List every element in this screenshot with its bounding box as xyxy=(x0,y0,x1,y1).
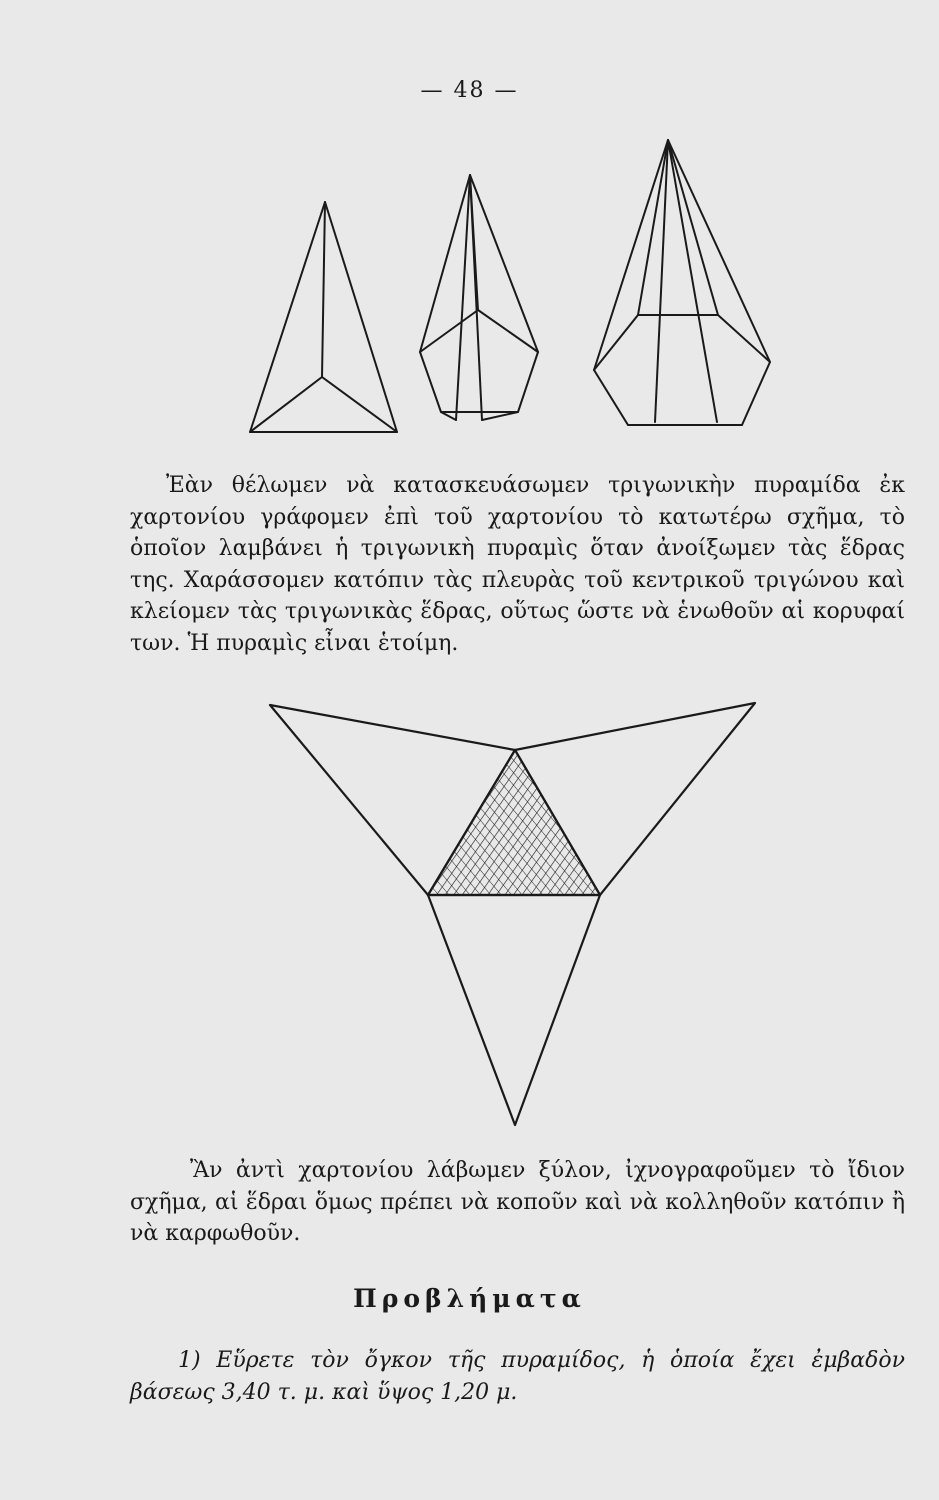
section-heading: Προβλήματα xyxy=(353,1284,586,1313)
paragraph-construction: Ἐὰν θέλωμεν νὰ κατασκευάσωμεν τριγωνικὴν πυραμίδα ἐκ χαρτονίου γράφομεν ἐπὶ τοῦ χαρτονίου τὸ κατωτέρω σχῆμα, τὸ ὁποῖον λαμβάνει ἡ τριγωνικὴ πυραμὶς ὅταν ἀνοίξωμεν τὰς ἕδρας της. Χαράσσομεν κατόπιν τὰς πλευρὰς τοῦ κεντρικοῦ τριγώνου καὶ κλείομεν τὰς τριγωνικὰς ἕδρας, οὕτως ὥστε νὰ ἑνωθοῦν αἱ κορυφαί των. Ἡ πυραμὶς εἶναι ἑτοίμη. xyxy=(130,473,905,656)
hexagonal-pyramid xyxy=(594,140,770,425)
problem-1: 1) Εὕρετε τὸν ὄγκον τῆς πυραμίδος, ἡ ὁποία ἔχει ἐμβαδὸν βάσεως 3,40 τ. μ. καὶ ὕψος 1,20 μ. xyxy=(130,1348,905,1405)
paragraph-wood: Ἂν ἀντὶ χαρτονίου λάβωμεν ξύλον, ἰχνογραφοῦμεν τὸ ἴδιον σχῆμα, αἱ ἕδραι ὅμως πρέπει νὰ κοποῦν καὶ νὰ κολληθοῦν κατόπιν ἢ νὰ καρφωθοῦν. xyxy=(130,1158,905,1246)
page-number: — 48 — xyxy=(420,78,519,103)
pyramid-figures xyxy=(230,130,790,440)
triangular-pyramid xyxy=(250,202,397,432)
net-bottom-flap xyxy=(428,895,600,1125)
pentagonal-pyramid xyxy=(420,175,538,420)
pyramid-net-figure xyxy=(260,695,770,1135)
